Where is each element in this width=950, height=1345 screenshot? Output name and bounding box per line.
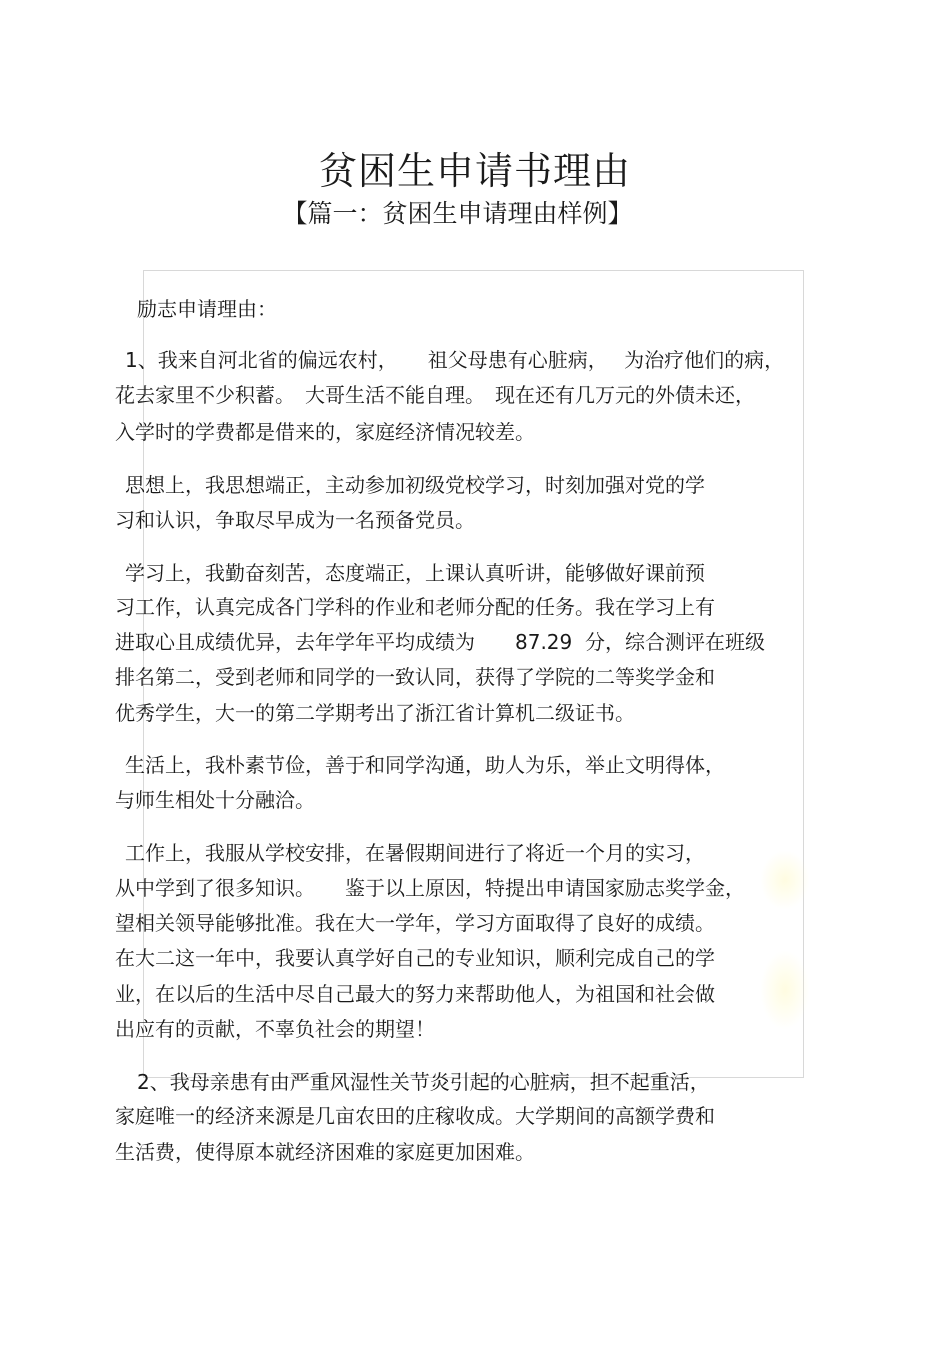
text-line: 与师生相处十分融洽。 [115,788,315,812]
text-line: 在大二这一年中，我要认真学好自己的专业知识，顺利完成自己的学 [115,946,715,970]
text-line: 习和认识，争取尽早成为一名预备党员。 [115,508,475,532]
text-line: 出应有的贡献，不辜负社会的期望！ [115,1017,435,1041]
text-line: 排名第二，受到老师和同学的一致认同，获得了学院的二等奖学金和 [115,665,715,689]
text-line: 业，在以后的生活中尽自己最大的努力来帮助他人，为祖国和社会做 [115,982,715,1006]
text-line: 思想上，我思想端正，主动参加初级党校学习，时刻加强对党的学 [125,473,705,497]
page-title: 贫困生申请书理由 [318,149,631,194]
decorative-glow [760,850,810,910]
text-line: 从中学到了很多知识。 鉴于以上原因，特提出申请国家励志奖学金， [115,876,745,900]
text-line: 生活费，使得原本就经济困难的家庭更加困难。 [115,1140,535,1164]
text-line: 入学时的学费都是借来的，家庭经济情况较差。 [115,420,535,444]
text-line: 工作上，我服从学校安排，在暑假期间进行了将近一个月的实习， [125,841,705,865]
text-line: 学习上，我勤奋刻苦，态度端正，上课认真听讲，能够做好课前预 [125,561,705,585]
text-line: 优秀学生，大一的第二学期考出了浙江省计算机二级证书。 [115,701,635,725]
text-line: 励志申请理由： [137,297,277,321]
text-line: 生活上，我朴素节俭，善于和同学沟通，助人为乐，举止文明得体， [125,753,725,777]
text-line: 进取心且成绩优异，去年学年平均成绩为 87.29 分，综合测评在班级 [115,630,765,654]
text-line: 花去家里不少积蓄。 大哥生活不能自理。 现在还有几万元的外债未还， [115,383,755,407]
text-line: 家庭唯一的经济来源是几亩农田的庄稼收成。大学期间的高额学费和 [115,1104,715,1128]
text-line: 望相关领导能够批准。我在大一学年，学习方面取得了良好的成绩。 [115,911,715,935]
decorative-glow [760,950,810,1030]
text-line: 1、我来自河北省的偏远农村， 祖父母患有心脏病， 为治疗他们的病， [125,348,785,372]
text-line: 习工作，认真完成各门学科的作业和老师分配的任务。我在学习上有 [115,595,715,619]
text-line: 2、我母亲患有由严重风湿性关节炎引起的心脏病，担不起重活， [137,1070,710,1094]
page-subtitle: 【篇一：贫困生申请理由样例】 [282,199,633,228]
